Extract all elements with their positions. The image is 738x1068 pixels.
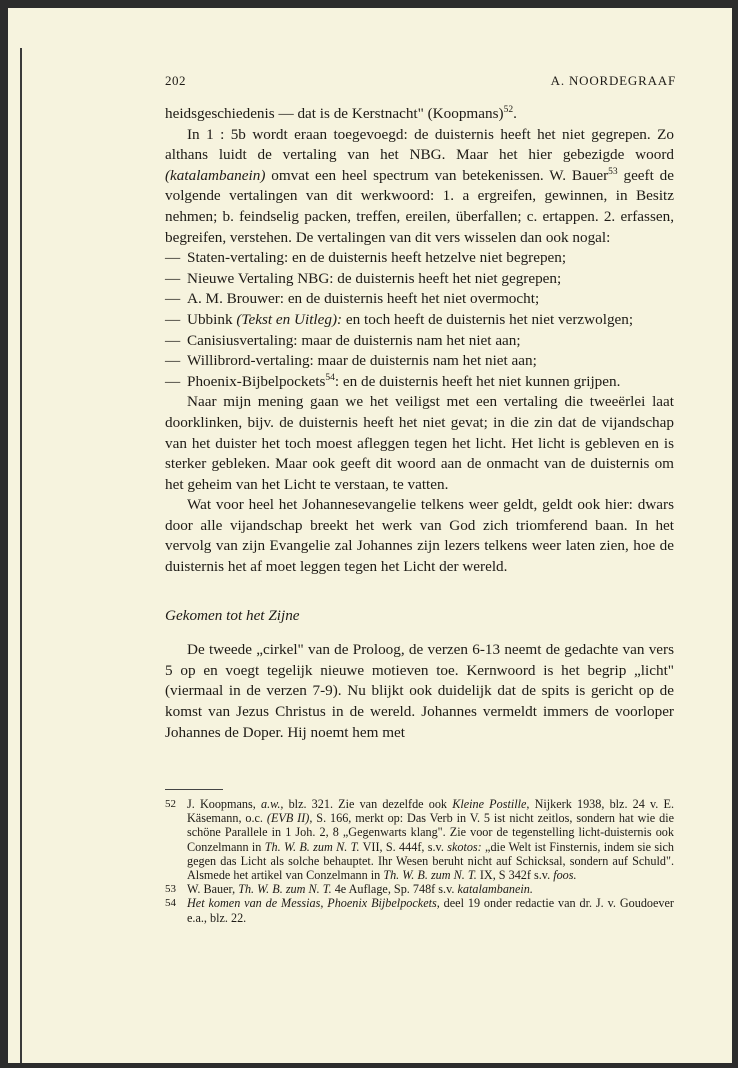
paragraph-3: Naar mijn mening gaan we het veiligst met een vertaling die tweeërlei laat doorklinken, bijv. de duisternis heeft het niet gevat; in die zin dat de vijandschap van het duister het toch moest afleggen tegen het licht. Het licht is gebleven en is sterker gebleken. Maar ook geeft dit woord aan de onmacht van de duisternis om het geheim van het Licht te verstaan, te vatten. (165, 393, 674, 493)
list-item: — Willibrord-vertaling: maar de duisternis nam het niet aan; (165, 352, 537, 370)
scan-edge-line (20, 48, 22, 1063)
paragraph-4: Wat voor heel het Johannesevangelie telkens weer geldt, geldt ook hier: dwars door alle vijandschap breekt het werk van God zich triomferend baan. In het vervolg van zijn Evangelie zal Johannes zijn lezers telkens weer laten zien, hoe de duisternis het af moet leggen tegen het Licht der wereld. (165, 496, 674, 576)
footnote-separator (165, 789, 223, 790)
page-number: 202 (165, 73, 186, 88)
list-item: — A. M. Brouwer: en de duisternis heeft het niet overmocht; (165, 290, 540, 308)
footnotes (165, 797, 674, 925)
footnote-52: 52 J. Koopmans, a.w., blz. 321. Zie van dezelfde ook Kleine Postille, Nijkerk 1938, blz. 24 v. E. Käsemann, o.c. (EVB II), S. 166, merkt op: Das Verb in V. 5 ist nicht zeitlos, sondern hat wie die schöne Parallele in 1 Joh. 2, 8 „Gegenwarts klang". Zie voor de tegenstelling licht-duisternis ook Conzelmann in Th. W. B. zum N. T. VII, S. 444f, s.v. skotos: „die Welt ist Finsternis, indem sie sich gegen das Licht als solche behauptet. Ihr Wesen beruht nicht auf Schicksal, sondern auf Schuld". Alsmede het artikel van Conzelmann in Th. W. B. zum N. T. IX, S 342f s.v. foos. (165, 797, 674, 883)
list-item: — Phoenix-Bijbelpockets$^{54}$: en de duisternis heeft het niet kunnen grijpen. (165, 372, 621, 390)
translation-list (165, 248, 674, 392)
list-item: — Canisiusvertaling: maar de duisternis nam het niet aan; (165, 331, 521, 349)
paragraph-2: In 1 : 5b wordt eraan toegevoegd: de duisternis heeft het niet gegrepen. Zo althans luidt de vertaling van het NBG. Maar het hier gebezigde woord (katalambanein) omvat een heel spectrum van betekenissen. W. Bauer$^{53}$ geeft de volgende vertalingen van dit werkwoord: 1. a ergreifen, gewinnen, in Besitz nehmen; b. feindselig packen, treffen, ereilen, überfallen; c. ertappen. 2. erfassen, begreifen, verstehen. De vertalingen van dit vers wisselen dan ook nogal: (165, 125, 674, 246)
footnote-54: 54 Het komen van de Messias, Phoenix Bijbelpockets, deel 19 onder redactie van dr. J. v. Goudoever e.a., blz. 22. (165, 896, 674, 925)
running-head: A. NOORDEGRAAF (550, 73, 676, 88)
list-item: — Staten-vertaling: en de duisternis heeft hetzelve niet begrepen; (165, 249, 567, 267)
footnote-ref-54[interactable]: 54 (325, 372, 335, 383)
section-heading: Gekomen tot het Zijne (165, 606, 300, 624)
footnote-53: 53 W. Bauer, Th. W. B. zum N. T. 4e Auflage, Sp. 748f s.v. katalambanein. (165, 882, 533, 897)
footnote-ref-53[interactable]: 53 (608, 166, 618, 177)
footnote-number: 52 (165, 798, 176, 810)
main-text (165, 104, 674, 743)
footnote-number: 53 (165, 883, 176, 896)
paragraph-5: De tweede „cirkel" van de Proloog, de verzen 6-13 neemt de gedachte van vers 5 op en voegt tegelijk nieuwe motieven toe. Kernwoord is het begrip „licht" (viermaal in de verzen 7-9). Nu blijkt ook duidelijk dat de spits is gericht op de komst van Jezus Christus in de wereld. Johannes vermeldt immers de voorloper Johannes de Doper. Hij noemt hem met (165, 641, 674, 741)
footnote-number: 54 (165, 897, 176, 910)
list-item: — Ubbink (Tekst en Uitleg): en toch heeft de duisternis het niet verzwolgen; (165, 310, 634, 328)
paragraph-1: heidsgeschiedenis — dat is de Kerstnacht" (Koopmans)$^{52}$. (165, 104, 517, 122)
footnote-ref-52[interactable]: 52 (503, 104, 514, 115)
list-item: — Nieuwe Vertaling NBG: de duisternis heeft het niet gegrepen; (165, 269, 562, 287)
